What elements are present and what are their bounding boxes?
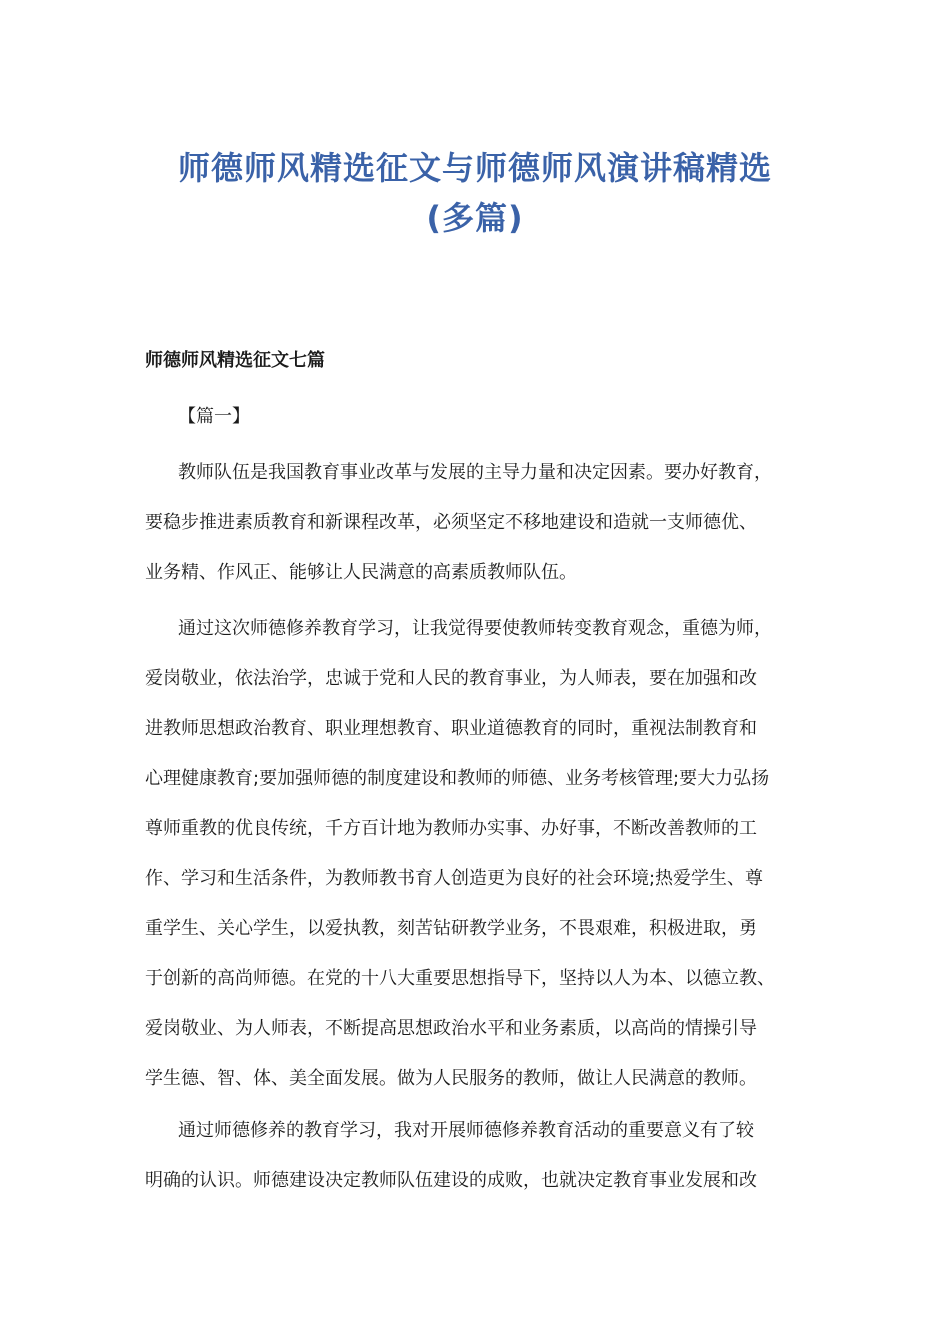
- paragraph-1: [145, 448, 815, 598]
- paragraph-2: [145, 604, 815, 1104]
- paragraph-line: 作、学习和生活条件，为教师教书育人创造更为良好的社会环境;热爱学生、尊: [145, 868, 764, 889]
- paragraph-line: 于创新的高尚师德。在党的十八大重要思想指导下，坚持以人为本、以德立教、: [145, 968, 775, 989]
- paragraph-line: 重学生、关心学生，以爱执教，刻苦钻研教学业务，不畏艰难，积极进取，勇: [145, 918, 757, 939]
- paragraph-line: 要稳步推进素质教育和新课程改革，必须坚定不移地建设和造就一支师德优、: [145, 512, 757, 533]
- document-title: [100, 143, 850, 243]
- document-title-line: (多篇): [426, 199, 524, 238]
- section-heading: 师德师风精选征文七篇: [145, 350, 325, 371]
- paragraph-line: 尊师重教的优良传统，千方百计地为教师办实事、办好事，不断改善教师的工: [145, 818, 757, 839]
- paragraph-line: 进教师思想政治教育、职业理想教育、职业道德教育的同时，重视法制教育和: [145, 718, 757, 739]
- paragraph-line: 业务精、作风正、能够让人民满意的高素质教师队伍。: [145, 562, 577, 583]
- paragraph-line: 通过师德修养的教育学习，我对开展师德修养教育活动的重要意义有了较: [178, 1120, 754, 1141]
- document-title-line: 师德师风精选征文与师德师风演讲稿精选: [177, 149, 772, 188]
- paragraph-line: 教师队伍是我国教育事业改革与发展的主导力量和决定因素。要办好教育，: [178, 462, 772, 483]
- paragraph-line: 通过这次师德修养教育学习，让我觉得要使教师转变教育观念，重德为师，: [178, 618, 772, 639]
- paragraph-line: 明确的认识。师德建设决定教师队伍建设的成败，也就决定教育事业发展和改: [145, 1170, 757, 1191]
- paragraph-3: [145, 1106, 815, 1206]
- chapter-label: 【篇一】: [178, 406, 250, 427]
- paragraph-line: 爱岗敬业、为人师表，不断提高思想政治水平和业务素质，以高尚的情操引导: [145, 1018, 757, 1039]
- paragraph-line: 学生德、智、体、美全面发展。做为人民服务的教师，做让人民满意的教师。: [145, 1068, 757, 1089]
- paragraph-line: 心理健康教育;要加强师德的制度建设和教师的师德、业务考核管理;要大力弘扬: [145, 768, 770, 789]
- paragraph-line: 爱岗敬业，依法治学，忠诚于党和人民的教育事业，为人师表，要在加强和改: [145, 668, 757, 689]
